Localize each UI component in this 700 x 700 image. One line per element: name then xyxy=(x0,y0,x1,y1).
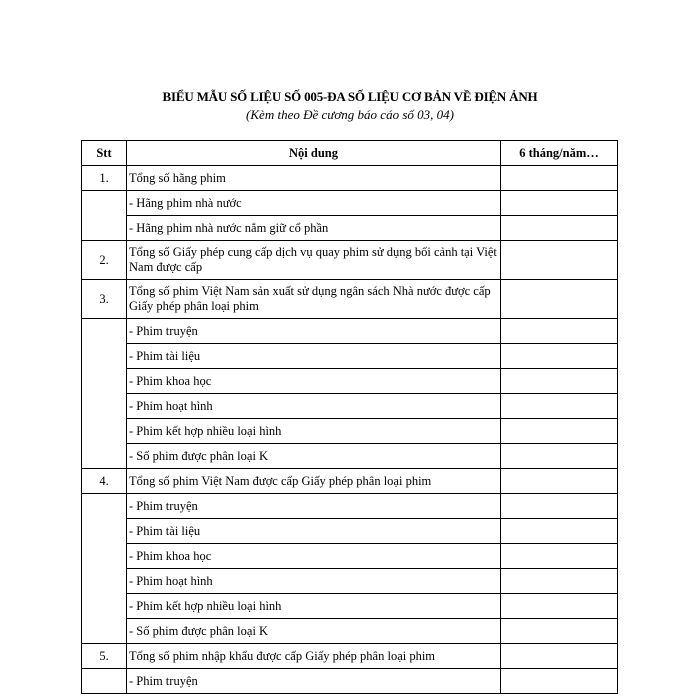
cell-stt xyxy=(82,319,127,469)
cell-value[interactable] xyxy=(501,569,618,594)
cell-content: - Phim truyện xyxy=(127,669,501,694)
cell-content: - Phim hoạt hình xyxy=(127,569,501,594)
cell-stt: 4. xyxy=(82,469,127,494)
cell-content: Tổng số Giấy phép cung cấp dịch vụ quay phim sử dụng bối cảnh tại Việt Nam được cấp xyxy=(127,241,501,280)
cell-value[interactable] xyxy=(501,191,618,216)
cell-value[interactable] xyxy=(501,644,618,669)
table-row xyxy=(82,280,618,319)
table-body xyxy=(82,166,618,694)
cell-value[interactable] xyxy=(501,280,618,319)
cell-content: Tổng số phim Việt Nam được cấp Giấy phép phân loại phim xyxy=(127,469,501,494)
table-row xyxy=(82,494,618,519)
cell-content: - Phim khoa học xyxy=(127,544,501,569)
cell-stt: 3. xyxy=(82,280,127,319)
cell-value[interactable] xyxy=(501,241,618,280)
table-row xyxy=(82,594,618,619)
cell-content: - Số phim được phân loại K xyxy=(127,444,501,469)
cell-stt xyxy=(82,191,127,241)
cell-content: - Phim khoa học xyxy=(127,369,501,394)
cell-value[interactable] xyxy=(501,519,618,544)
cell-value[interactable] xyxy=(501,544,618,569)
table-row xyxy=(82,444,618,469)
cell-value[interactable] xyxy=(501,369,618,394)
cell-value[interactable] xyxy=(501,216,618,241)
statistics-table xyxy=(81,140,618,694)
cell-content: - Phim tài liệu xyxy=(127,519,501,544)
table-row xyxy=(82,369,618,394)
header-period: 6 tháng/năm… xyxy=(501,141,618,166)
cell-value[interactable] xyxy=(501,394,618,419)
table-row xyxy=(82,216,618,241)
table-row xyxy=(82,394,618,419)
header-stt: Stt xyxy=(82,141,127,166)
table-row xyxy=(82,319,618,344)
cell-content: Tổng số hãng phim xyxy=(127,166,501,191)
cell-stt: 1. xyxy=(82,166,127,191)
document-title: BIỂU MẪU SỐ LIỆU SỐ 005-ĐA SỐ LIỆU CƠ BẢN VỀ ĐIỆN ẢNH xyxy=(162,89,538,104)
table-row xyxy=(82,669,618,694)
cell-value[interactable] xyxy=(501,319,618,344)
table-row xyxy=(82,191,618,216)
table-row xyxy=(82,569,618,594)
table-row xyxy=(82,344,618,369)
cell-value[interactable] xyxy=(501,469,618,494)
cell-value[interactable] xyxy=(501,619,618,644)
cell-stt xyxy=(82,669,127,694)
cell-value[interactable] xyxy=(501,594,618,619)
cell-content: Tổng số phim Việt Nam sản xuất sử dụng ngân sách Nhà nước được cấp Giấy phép phân loại phim xyxy=(127,280,501,319)
cell-value[interactable] xyxy=(501,494,618,519)
cell-content: - Số phim được phân loại K xyxy=(127,619,501,644)
cell-value[interactable] xyxy=(501,669,618,694)
cell-content: - Phim tài liệu xyxy=(127,344,501,369)
cell-value[interactable] xyxy=(501,344,618,369)
table-row xyxy=(82,619,618,644)
cell-value[interactable] xyxy=(501,419,618,444)
cell-content: - Phim truyện xyxy=(127,494,501,519)
table-row xyxy=(82,519,618,544)
cell-content: - Hãng phim nhà nước xyxy=(127,191,501,216)
cell-content: Tổng số phim nhập khẩu được cấp Giấy phép phân loại phim xyxy=(127,644,501,669)
cell-stt xyxy=(82,494,127,644)
cell-value[interactable] xyxy=(501,444,618,469)
cell-content: - Phim kết hợp nhiều loại hình xyxy=(127,594,501,619)
table-row xyxy=(82,419,618,444)
table-row xyxy=(82,544,618,569)
cell-content: - Phim truyện xyxy=(127,319,501,344)
cell-value[interactable] xyxy=(501,166,618,191)
table-row xyxy=(82,469,618,494)
cell-stt: 2. xyxy=(82,241,127,280)
table-row xyxy=(82,241,618,280)
cell-stt: 5. xyxy=(82,644,127,669)
cell-content: - Hãng phim nhà nước nắm giữ cổ phần xyxy=(127,216,501,241)
header-content: Nội dung xyxy=(127,141,501,166)
cell-content: - Phim kết hợp nhiều loại hình xyxy=(127,419,501,444)
table-row xyxy=(82,644,618,669)
table-header-row xyxy=(82,141,618,166)
document-subtitle: (Kèm theo Đề cương báo cáo số 03, 04) xyxy=(246,107,454,122)
table-row xyxy=(82,166,618,191)
cell-content: - Phim hoạt hình xyxy=(127,394,501,419)
